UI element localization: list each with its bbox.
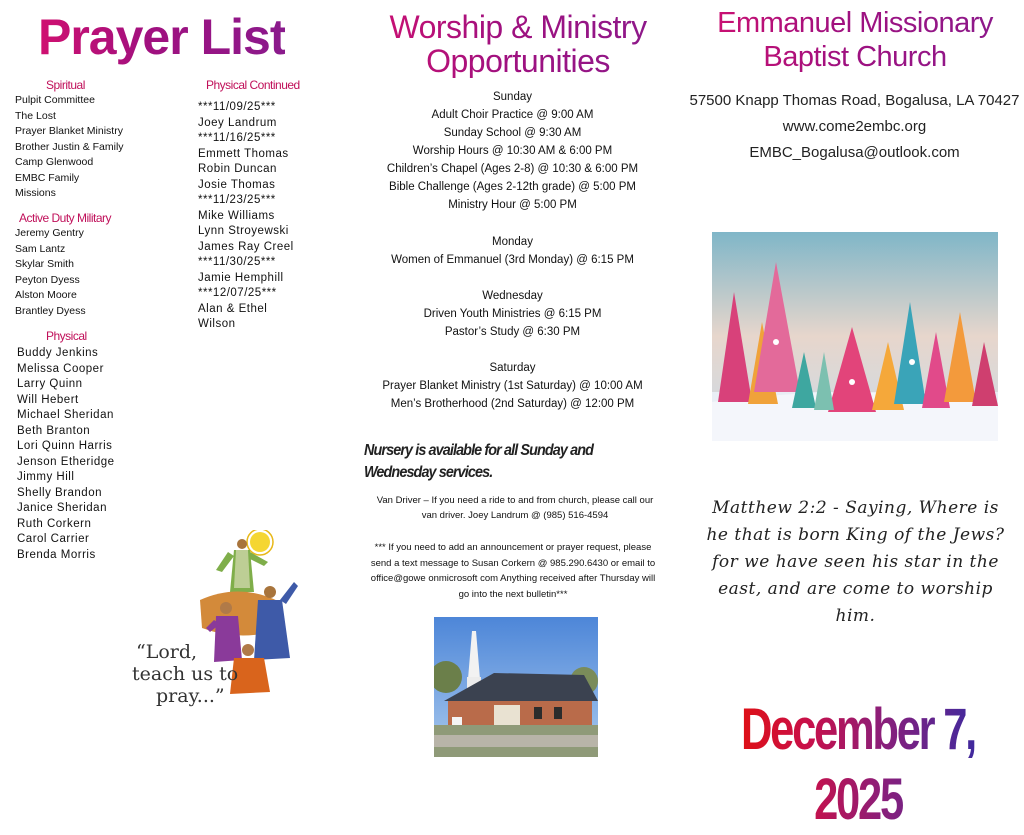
list-item: Carol Carrier	[17, 533, 90, 545]
church-info-panel	[685, 0, 1024, 832]
schedule-item: Sunday School @ 9:30 AM	[443, 127, 582, 139]
list-item: Alan & Ethel	[198, 302, 268, 315]
list-item: Shelly Brandon	[17, 486, 102, 499]
list-item: Camp Glenwood	[15, 156, 94, 168]
prayer-list-panel	[0, 0, 340, 791]
schedule-item: Prayer Blanket Ministry (1st Saturday) @ 10:00 AM	[382, 380, 643, 392]
list-item: Prayer Blanket Ministry	[15, 125, 123, 137]
day-heading: Wednesday	[482, 290, 543, 302]
list-item: Jeremy Gentry	[15, 227, 84, 239]
worship-title-line2: Opportunities	[426, 43, 610, 79]
schedule-item: Bible Challenge (Ages 2-12th grade) @ 5:00 PM	[389, 181, 636, 193]
prayer-art-caption-line: “Lord,	[136, 641, 198, 663]
list-item: Brother Justin & Family	[15, 140, 124, 153]
list-item: ***11/23/25***	[198, 194, 276, 206]
schedule-saturday	[340, 359, 685, 413]
list-item: Sam Lantz	[15, 242, 66, 255]
church-website-link[interactable]: www.come2embc.org	[782, 118, 927, 135]
schedule-item: Driven Youth Ministries @ 6:15 PM	[423, 308, 602, 320]
list-item: The Lost	[15, 109, 56, 122]
worship-title	[358, 10, 678, 78]
spiritual-list	[15, 93, 124, 202]
day-heading: Monday	[492, 236, 533, 248]
schedule-wednesday	[340, 287, 685, 341]
church-name	[695, 6, 1015, 74]
prayer-art-caption-line: teach us to	[132, 663, 239, 685]
list-item: Joey Landrum	[198, 116, 277, 129]
prayer-list-title: Prayer List	[38, 9, 286, 65]
list-item: Michael Sheridan	[17, 409, 114, 421]
list-item: EMBC Family	[15, 171, 80, 184]
schedule-item: Adult Choir Practice @ 9:00 AM	[431, 109, 594, 121]
spiritual-heading: Spiritual	[46, 78, 85, 92]
schedule-item: Children’s Chapel (Ages 2-8) @ 10:30 & 6:00 PM	[386, 163, 639, 175]
list-item: Jamie Hemphill	[198, 271, 284, 284]
list-item: Ruth Corkern	[17, 517, 92, 530]
list-item: Jenson Etheridge	[17, 455, 115, 468]
schedule-item: Worship Hours @ 10:30 AM & 6:00 PM	[412, 145, 613, 157]
list-item: ***11/09/25***	[198, 101, 276, 113]
schedule-item: Ministry Hour @ 5:00 PM	[448, 199, 577, 211]
church-name-line2: Baptist Church	[763, 41, 947, 73]
worship-panel	[340, 0, 685, 791]
list-item: Missions	[15, 187, 56, 199]
list-item: Melissa Cooper	[17, 362, 104, 375]
list-item: Robin Duncan	[198, 163, 277, 175]
list-item: Buddy Jenkins	[17, 347, 99, 359]
list-item: Skylar Smith	[15, 258, 74, 270]
schedule-item: Women of Emmanuel (3rd Monday) @ 6:15 PM	[391, 254, 634, 266]
list-item: Will Hebert	[17, 393, 79, 406]
bulletin-date: December 7, 2025	[734, 695, 982, 835]
active-duty-list	[15, 226, 86, 319]
list-item: Pulpit Committee	[15, 94, 95, 106]
list-item: Brenda Morris	[17, 548, 96, 561]
church-name-line1: Emmanuel Missionary	[717, 7, 993, 39]
list-item: Josie Thomas	[198, 178, 276, 191]
schedule-monday	[340, 233, 685, 269]
list-item: Alston Moore	[15, 289, 77, 301]
scripture-verse: Matthew 2:2 - Saying, Where is he that is born King of the Jews? for we have seen his star in the east, and are come to worship him.	[706, 498, 1005, 626]
list-item: Wilson	[198, 318, 236, 330]
active-duty-heading: Active Duty Military	[19, 211, 112, 225]
church-address: 57500 Knapp Thomas Road, Bogalusa, LA 70427	[689, 92, 1020, 109]
list-item: Peyton Dyess	[15, 273, 80, 286]
list-item: James Ray Creel	[198, 240, 294, 253]
worship-title-line1: Worship & Ministry	[389, 9, 647, 45]
list-item: Brantley Dyess	[15, 304, 86, 317]
list-item: ***12/07/25***	[198, 287, 277, 299]
schedule-item: Pastor’s Study @ 6:30 PM	[444, 326, 581, 338]
van-driver-note: Van Driver – If you need a ride to and from church, please call our van driver. Joey Landrum @ (985) 516-4594	[376, 495, 654, 521]
schedule-sunday	[340, 88, 685, 214]
physical-continued-heading: Physical Continued	[206, 78, 300, 92]
physical-continued-list	[198, 100, 294, 333]
list-item: Larry Quinn	[17, 378, 83, 390]
winter-trees-illustration	[712, 232, 998, 441]
list-item: Emmett Thomas	[198, 147, 289, 160]
list-item: Lynn Stroyewski	[198, 225, 289, 237]
nursery-notice: Nursery is available for all Sunday and Wednesday services.	[364, 442, 594, 481]
day-heading: Sunday	[492, 91, 532, 103]
praying-figures-illustration	[130, 530, 305, 710]
list-item: Jimmy Hill	[17, 471, 75, 483]
schedule-item: Men’s Brotherhood (2nd Saturday) @ 12:00 PM	[390, 398, 635, 410]
list-item: ***11/16/25***	[198, 132, 276, 144]
physical-list	[17, 346, 115, 563]
list-item: Janice Sheridan	[17, 502, 107, 514]
day-heading: Saturday	[489, 362, 536, 374]
church-email-link[interactable]: EMBC_Bogalusa@outlook.com	[749, 144, 960, 161]
list-item: Beth Branton	[17, 424, 91, 437]
list-item: ***11/30/25***	[198, 256, 276, 268]
prayer-art-caption-line: pray...”	[156, 685, 225, 707]
church-building-photo	[434, 617, 598, 757]
physical-heading: Physical	[46, 329, 87, 343]
list-item: Lori Quinn Harris	[17, 440, 113, 452]
list-item: Mike Williams	[198, 209, 275, 222]
announcement-note: *** If you need to add an announcement or prayer request, please send a text message to Susan Corkern @ 985.290.6430 or email to office@gowe onmicrosoft com Anything received after Thursday will go into the next bulletin***	[370, 542, 656, 600]
